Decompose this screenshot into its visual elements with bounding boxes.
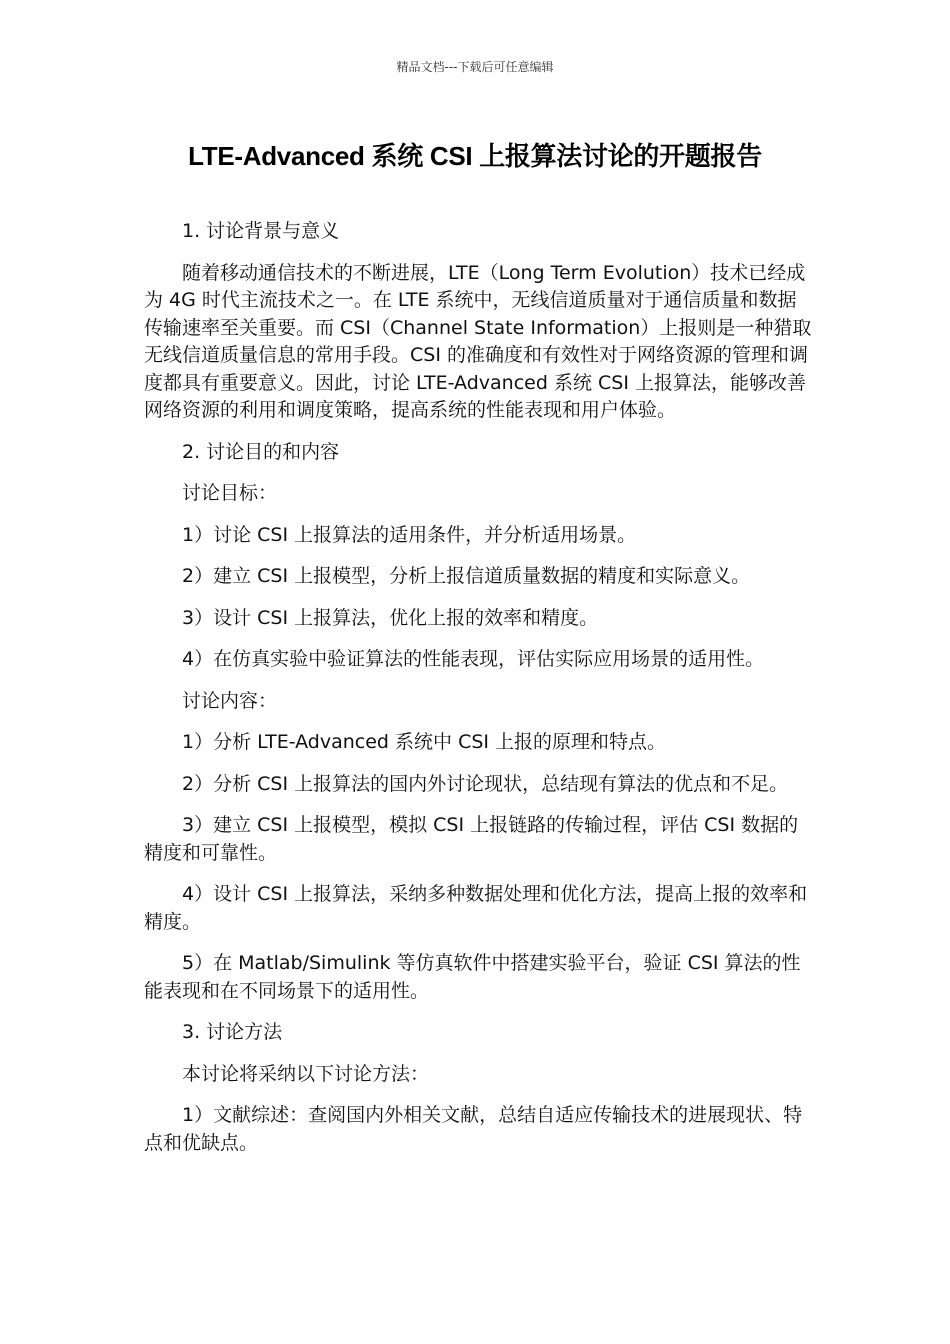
content-item-5: 5）在 Matlab/Simulink 等仿真软件中搭建实验平台，验证 CSI 算法的性能表现和在不同场景下的适用性。 [144,952,801,1002]
section-heading-methods: 3. 讨论方法 [182,1021,283,1043]
subheading-goals: 讨论目标： [182,482,278,504]
content-item-3: 3）建立 CSI 上报模型，模拟 CSI 上报链路的传输过程，评估 CSI 数据的精度和可靠性。 [144,814,799,864]
document-title: LTE-Advanced 系统 CSI 上报算法讨论的开题报告 [188,141,762,171]
section-heading-background: 1. 讨论背景与意义 [182,220,340,242]
section-heading-purpose: 2. 讨论目的和内容 [182,440,340,463]
content-item-2: 2）分析 CSI 上报算法的国内外讨论现状，总结现有算法的优点和不足。 [182,772,789,795]
methods-intro: 本讨论将采纳以下讨论方法： [182,1062,430,1085]
subheading-content: 讨论内容： [182,689,278,712]
content-item-4: 4）设计 CSI 上报算法，采纳多种数据处理和优化方法，提高上报的效率和精度。 [144,883,808,933]
goal-item-2: 2）建立 CSI 上报模型，分析上报信道质量数据的精度和实际意义。 [182,565,751,587]
goal-item-1: 1）讨论 CSI 上报算法的适用条件，并分析适用场景。 [182,523,637,546]
paragraph-background: 随着移动通信技术的不断进展，LTE（Long Term Evolution）技术已经成为 4G 时代主流技术之一。在 LTE 系统中，无线信道质量对于通信质量和数据传输速率至关重要。而 CSI（Channel State Information）上报则是一种猎取无线信道质量信息的常用手段。CSI 的准确度和有效性对于网络资源的管理和调度都具有重要意义。因此，讨论 LTE-Advanced 系统 CSI 上报算法，能够改善网络资源的利用和调度策略，提高系统的性能表现和用户体验。 [144,261,812,421]
content-item-1: 1）分析 LTE-Advanced 系统中 CSI 上报的原理和特点。 [182,731,667,753]
header-note: 精品文档---下载后可任意编辑 [396,60,554,74]
method-item-1: 1）文献综述：查阅国内外相关文献，总结自适应传输技术的进展现状、特点和优缺点。 [144,1104,803,1154]
goal-item-3: 3）设计 CSI 上报算法，优化上报的效率和精度。 [182,606,599,629]
document-body [144,218,814,1171]
goal-item-4: 4）在仿真实验中验证算法的性能表现，评估实际应用场景的适用性。 [182,648,765,670]
